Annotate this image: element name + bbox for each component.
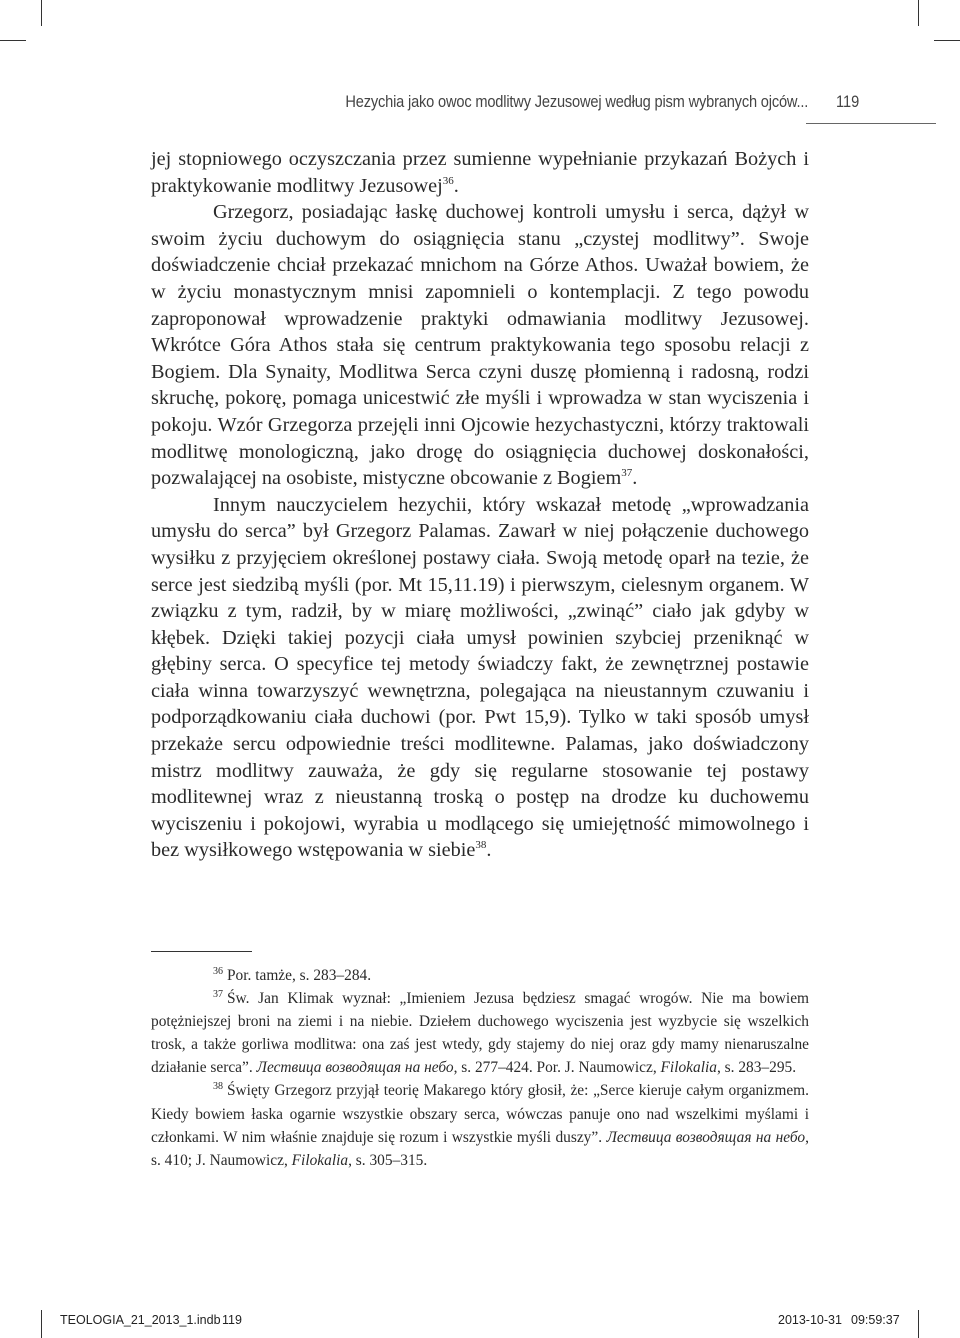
footnotes <box>151 964 809 1172</box>
footnote-text: Święty Grzegorz przyjął teorię Makarego który głosił, że: „Serce kieruje całym organizmem. Kiedy bowiem łaska ogarnie wszystkie obszary serca, wówczas panuje ono nad wszelkimi myślami i członkami. W nim właśnie znajduje się rozum i wszystkie myśli duszy”. <box>151 1082 809 1146</box>
crop-mark-top-right-h <box>934 40 960 41</box>
slug-date: 2013-10-31 <box>778 1313 842 1327</box>
footnote-title: Лествица возводящая на небо <box>606 1128 806 1146</box>
footnote-ref: 38 <box>475 839 487 852</box>
paragraph <box>151 146 809 199</box>
footnote-number: 38 <box>213 1081 223 1093</box>
paragraph-text: . <box>632 467 638 490</box>
footnote-text: , s. 283–295. <box>716 1059 797 1077</box>
footnote-title: Лествица возводящая на небо <box>256 1059 454 1077</box>
paragraph-text: . <box>486 839 492 862</box>
slug-page: 119 <box>222 1313 242 1327</box>
footnote-text: , s. 277–424. Por. J. Naumowicz, <box>453 1059 657 1077</box>
crop-mark-top-left <box>41 0 42 26</box>
running-title: Hezychia jako owoc modlitwy Jezusowej według pism wybranych ojców... <box>345 92 808 111</box>
footnote-text: , s. 305–315. <box>348 1151 428 1169</box>
paragraph-text: . <box>453 174 459 197</box>
footnote-37 <box>151 987 809 1079</box>
footnote-title: Filokalia <box>291 1151 349 1169</box>
footnote-text: Św. Jan Klimak wyznał: „Imieniem Jezusa będziesz smagać wrogów. Nie ma bowiem potężniejszej broni na ziemi i na niebie. Dziełem duchowego wyciszenia jest wyzbycie się wszelkich trosk, a także gorliwa modlitwa: ona zaś jest wtedy, gdy stajemy do niej oraz gdy mamy nienaruszalne działanie serca”. <box>151 990 809 1077</box>
footnote-text: Por. tamże, s. 283–284. <box>227 967 372 984</box>
footnote-ref: 37 <box>621 467 633 480</box>
crop-mark-top-left-h <box>0 40 26 41</box>
paragraph-text: Innym nauczycielem hezychii, który wskazał metodę „wprowadzania umysłu do serca” był Grzegorz Palamas. Zawarł w niej połączenie duchowego wysiłku z przyjęciem określonej postawy ciała. Swoją metodę oparł na tezie, że serce jest siedzibą myśli (por. Mt 15,11.19) i pierwszym, cielesnym organem. W związku z tym, radził, by w miarę możliwości, „zwinąć” ciało jak gdyby w kłębek. Dzięki takiej pozycji ciała umysł powinien szybciej przeniknąć w głębiny serca. O specyfice tej metody świadczy fakt, że zewnętrznej postawie ciała winna towarzyszyć wewnętrzna, polegająca na nieustannym czuwaniu i podporządkowaniu ciała duchowi (por. Pwt 15,9). Tylko w taki sposób umysł przekaże sercu odpowiednie treści modlitewne. Palamas, jako doświadczony mistrz modlitwy zauważa, że gdy się regularne stosowanie tej postawy modlitewnej wraz z nieustanną troską o postęp na drodze ku duchowemu wyciszeniu i pokojowi, wyrabia u modlącego się umiejętność mimowolnego i bez wysiłkowego wstępowania w siebie <box>151 493 809 862</box>
slug-file: TEOLOGIA_21_2013_1.indb <box>60 1313 221 1327</box>
crop-mark-bottom-left <box>41 1310 42 1338</box>
paragraph-text: jej stopniowego oczyszczania przez sumienne wypełnianie przykazań Bożych i praktykowanie modlitwy Jezusowej <box>151 148 809 197</box>
paragraph <box>151 199 809 492</box>
crop-mark-bottom-right <box>918 1310 919 1338</box>
footnote-number: 36 <box>213 966 223 977</box>
crop-mark-top-right <box>918 0 919 26</box>
footnote-text: , s. 410; J. Naumowicz, <box>151 1128 809 1169</box>
footnote-rule <box>151 951 252 952</box>
main-text <box>151 146 809 864</box>
footnote-ref: 36 <box>442 174 454 187</box>
slug-time: 09:59:37 <box>851 1313 900 1327</box>
paragraph-text: Grzegorz, posiadając łaskę duchowej kontroli umysłu i serca, dążył w swoim życiu duchowym do osiągnięcia stanu „czystej modlitwy”. Swoje doświadczenie chciał przekazać mnichom na Górze Athos. Uważał bowiem, że w życiu monastycznym mnisi zapomnieli o kontemplacji. Z tego powodu zaproponował wprowadzenie praktyki odmawiania modlitwy Jezusowej. Wkrótce Góra Athos stała się centrum praktykowania tego sposobu relacji z Bogiem. Dla Synaity, Modlitwa Serca czyni duszę płomienną i radosną, rodzi skruchę, pokorę, pomaga unicestwić złe myśli i wprowadza w stan wyciszenia i pokoju. Wzór Grzegorza przejęli inni Ojcowie hezychastyczni, którzy traktowali modlitwę monologiczną, jako drogę do osiągnięcia duchowej doskonałości, pozwalającej na osobiste, mistyczne obcowanie z Bogiem <box>151 201 809 490</box>
header-rule <box>806 123 936 124</box>
footnote-36 <box>151 964 809 987</box>
paragraph <box>151 492 809 864</box>
running-header <box>0 92 960 126</box>
footnote-title: Filokalia <box>660 1059 717 1077</box>
footnote-38 <box>151 1079 809 1171</box>
footnote-number: 37 <box>213 989 223 1001</box>
page-number: 119 <box>836 92 860 111</box>
